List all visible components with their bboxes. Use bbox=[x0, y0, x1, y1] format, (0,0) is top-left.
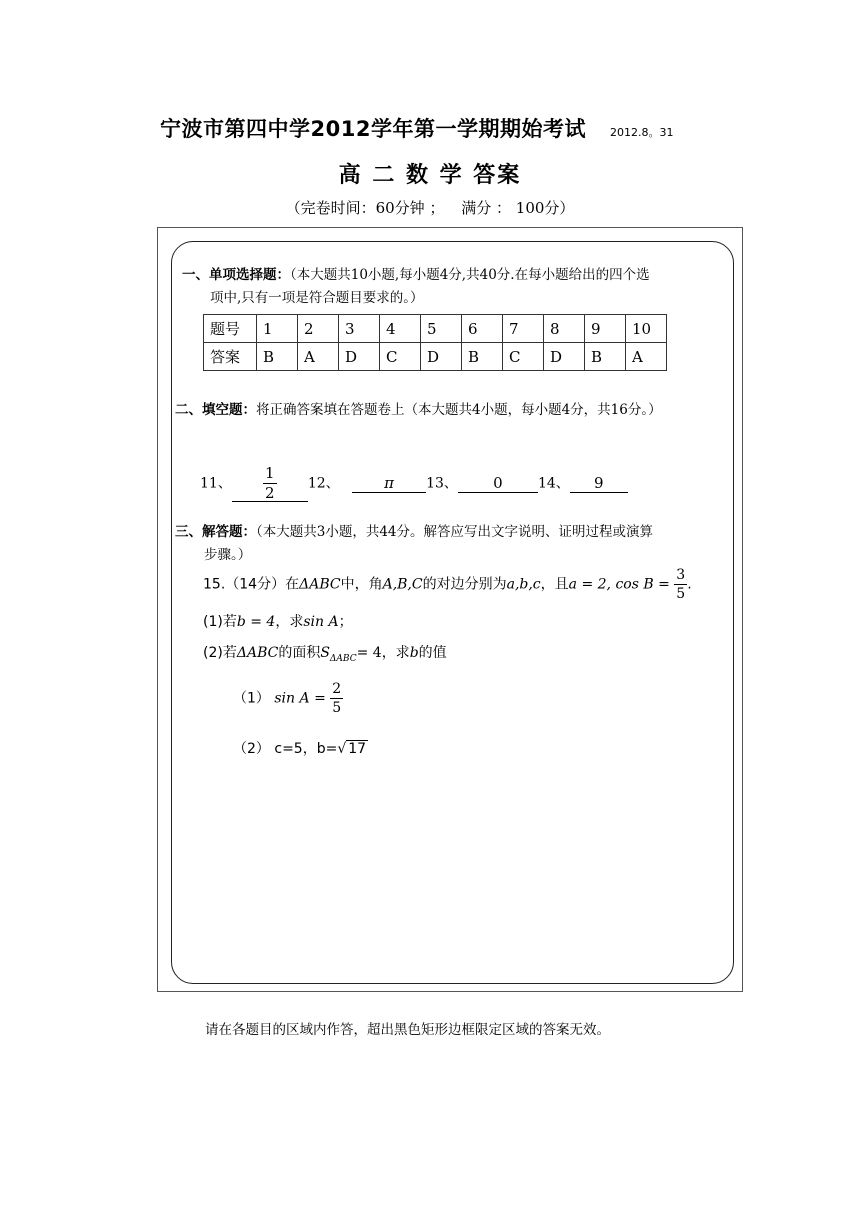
table-cell: B bbox=[257, 343, 298, 371]
q15-condition: a = 2, cos B = bbox=[568, 576, 670, 593]
ans1-label: （1） bbox=[233, 690, 270, 707]
q15-triangle: ΔABC bbox=[299, 576, 341, 593]
q15-prefix: 15.（14分）在 bbox=[203, 576, 300, 593]
section3-desc-1: （本大题共3小题，共44分。解答应写出文字说明、证明过程或演算 bbox=[256, 524, 654, 540]
table-cell: B bbox=[585, 343, 626, 371]
question-15-part-2 bbox=[203, 642, 447, 664]
section3-desc-2: 步骤。） bbox=[204, 547, 252, 563]
fraction-denominator: 5 bbox=[332, 700, 342, 716]
ans2-radicand: 17 bbox=[348, 741, 367, 757]
section2-heading-line bbox=[175, 399, 662, 422]
fill-label-11: 11、 bbox=[200, 475, 232, 492]
part2-prefix: (2)若 bbox=[203, 645, 237, 661]
table-cell: 8 bbox=[544, 315, 585, 343]
table-cell: 7 bbox=[503, 315, 544, 343]
table-cell: 10 bbox=[626, 315, 667, 343]
section1-desc-1: （本大题共10小题,每小题4分,共40分.在每小题给出的四个选 bbox=[290, 267, 650, 283]
exam-info bbox=[0, 197, 860, 218]
question-15-part-1 bbox=[203, 611, 353, 631]
table-cell: 9 bbox=[585, 315, 626, 343]
table-cell: 4 bbox=[380, 315, 421, 343]
section1-heading: 一、单项选择题： bbox=[182, 267, 290, 283]
part2-variable: b bbox=[409, 645, 419, 661]
table-cell: D bbox=[421, 343, 462, 371]
q15-text-2: 的对边分别为 bbox=[422, 576, 507, 593]
question-15 bbox=[203, 568, 692, 601]
answer-11-fraction bbox=[263, 466, 277, 501]
fill-label-14: 14、 bbox=[537, 475, 570, 492]
table-cell: 5 bbox=[421, 315, 462, 343]
table-cell: C bbox=[503, 343, 544, 371]
q15-angles: A,B,C bbox=[382, 576, 423, 593]
section3-heading-line bbox=[175, 521, 653, 544]
fraction-numerator: 1 bbox=[265, 464, 275, 482]
section1-heading-line bbox=[182, 264, 650, 287]
part2-text-2: ，求 bbox=[381, 645, 410, 661]
ans2-label: （2） bbox=[233, 741, 270, 757]
answer-15-part-1 bbox=[233, 682, 343, 715]
q15-end: . bbox=[687, 576, 692, 593]
fraction-numerator: 2 bbox=[332, 681, 342, 697]
part2-equation: = 4 bbox=[356, 645, 382, 661]
fill-in-answers bbox=[200, 466, 628, 502]
table-cell: 3 bbox=[339, 315, 380, 343]
fill-label-13: 13、 bbox=[426, 475, 458, 492]
table-cell: A bbox=[626, 343, 667, 371]
table-cell: 6 bbox=[462, 315, 503, 343]
table-cell: B bbox=[462, 343, 503, 371]
table-cell: 2 bbox=[298, 315, 339, 343]
answer-table bbox=[203, 314, 667, 371]
ans1-expression: sin A = bbox=[274, 690, 326, 707]
part1-condition: b = 4 bbox=[236, 614, 276, 630]
part2-triangle: ΔABC bbox=[236, 645, 279, 661]
table-header-question: 题号 bbox=[204, 315, 257, 343]
section2-heading: 二、填空题： bbox=[175, 402, 256, 418]
page-subtitle: 高 二 数 学 答案 bbox=[338, 162, 522, 188]
section2-desc: 将正确答案填在答题卷上（本大题共4小题，每小题4分，共16分。） bbox=[256, 402, 662, 418]
exam-title bbox=[160, 113, 673, 143]
part1-prefix: (1)若 bbox=[203, 614, 237, 630]
ans2-text: c=5，b= bbox=[274, 741, 338, 757]
q15-fraction bbox=[674, 568, 687, 601]
time-info: （完卷时间：60分钟 ； bbox=[285, 199, 445, 217]
section1-desc-2: 项中,只有一项是符合题目要求的。） bbox=[210, 290, 424, 306]
fill-blank-14: 9 bbox=[570, 474, 628, 493]
table-row-answers bbox=[204, 343, 667, 371]
fill-label-12: 12、 bbox=[307, 475, 340, 492]
part1-text: ，求 bbox=[275, 614, 304, 630]
answer-15-part-2 bbox=[233, 738, 368, 758]
score-info: 满分 ： 100分） bbox=[461, 199, 575, 217]
fill-blank-11 bbox=[232, 466, 308, 502]
table-header-answer: 答案 bbox=[204, 343, 257, 371]
fraction-numerator: 3 bbox=[676, 567, 686, 583]
part1-expression: sin A bbox=[303, 614, 339, 630]
sqrt-icon: √ bbox=[337, 741, 347, 757]
section3-heading: 三、解答题： bbox=[175, 524, 256, 540]
table-cell: D bbox=[339, 343, 380, 371]
table-cell: D bbox=[544, 343, 585, 371]
q15-sides: a,b,c bbox=[506, 576, 541, 593]
fraction-denominator: 5 bbox=[676, 586, 686, 602]
fill-blank-13: 0 bbox=[458, 474, 538, 493]
table-row-numbers bbox=[204, 315, 667, 343]
part2-area-subscript: ΔABC bbox=[329, 653, 357, 664]
q15-text-3: ，且 bbox=[540, 576, 569, 593]
fill-blank-12: π bbox=[352, 474, 426, 493]
exam-title-text: 宁波市第四中学2012学年第一学期期始考试 bbox=[160, 117, 586, 141]
table-cell: A bbox=[298, 343, 339, 371]
q15-text-1: 中，角 bbox=[340, 576, 383, 593]
table-cell: C bbox=[380, 343, 421, 371]
footer-note: 请在各题目的区域内作答，超出黑色矩形边框限定区域的答案无效。 bbox=[205, 1022, 610, 1038]
exam-date: 2012.8。31 bbox=[609, 126, 674, 139]
fraction-denominator: 2 bbox=[265, 484, 275, 502]
ans1-fraction bbox=[330, 682, 343, 715]
part2-area-symbol: S bbox=[320, 645, 330, 661]
table-cell: 1 bbox=[257, 315, 298, 343]
part2-text: 的面积 bbox=[278, 645, 321, 661]
part2-end: 的值 bbox=[418, 645, 447, 661]
part1-end: ； bbox=[338, 614, 353, 630]
